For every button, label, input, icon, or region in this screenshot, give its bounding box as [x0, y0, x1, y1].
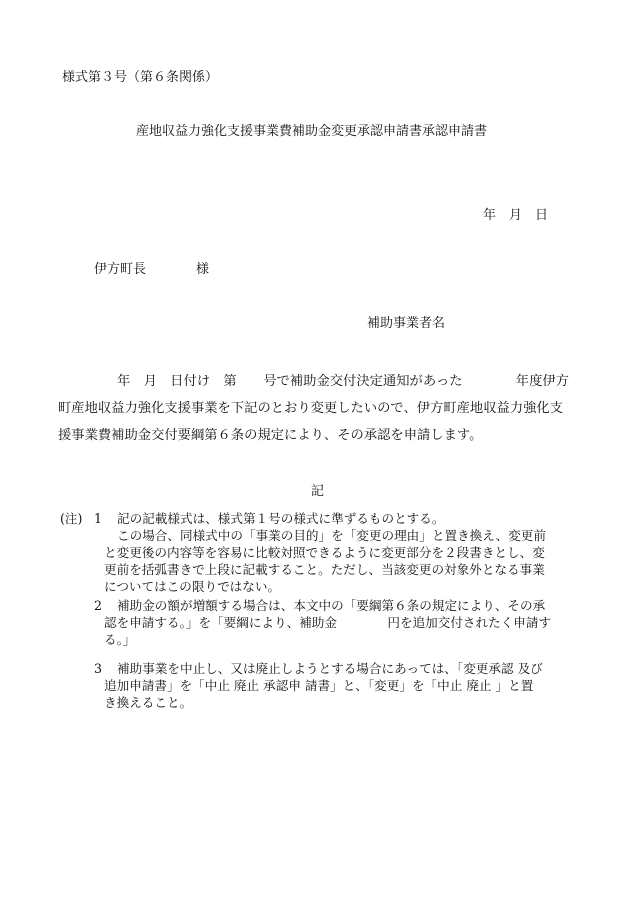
note-number: 2 [94, 598, 103, 613]
note-number: 3 [94, 661, 103, 676]
notes-prefix: (注) [60, 511, 83, 526]
note-line: についてはこの限りではない。 [104, 579, 281, 594]
ki-heading: 記 [311, 484, 325, 499]
addressee-honorific: 様 [196, 262, 210, 277]
note-line: と変更後の内容等を容易に比較対照できるように変更部分を２段書きとし、変 [104, 545, 545, 560]
note-line: 認を申請する。」を「要綱により、補助金 円を追加交付されたく申請す [104, 615, 552, 630]
body-line: 年 月 日付け 第 号で補助金交付決定通知があった 年度伊方 [117, 374, 569, 389]
note-line: 補助事業を中止し、又は廃止しようとする場合にあっては、「変更承認 及び [117, 661, 543, 676]
note-line: 追加申請書」を「中止 廃止 承認申 請書」と、「変更」を「中止 廃止 」と置 [104, 678, 534, 693]
note-number: 1 [94, 511, 103, 526]
note-line: 補助金の額が増額する場合は、本文中の「要綱第６条の規定により、その承 [117, 598, 546, 613]
body-line: 町産地収益力強化支援事業を下記のとおり変更したいので、伊方町産地収益力強化支 [58, 401, 564, 416]
form-number-label: 様式第３号（第６条関係） [62, 70, 219, 85]
note-line: 更前を括弧書きで上段に記載すること。ただし、当該変更の対象外となる事業 [104, 562, 545, 577]
date-line: 年 月 日 [483, 208, 549, 223]
note-line: この場合、同様式中の「事業の目的」を「変更の理由」と置き換え、変更前 [117, 528, 546, 543]
note-line: る。」 [104, 632, 136, 647]
note-line: 記の記載様式は、様式第１号の様式に準ずるものとする。 [117, 511, 445, 526]
document-title: 産地収益力強化支援事業費補助金変更承認申請書承認申請書 [136, 124, 488, 139]
applicant-label: 補助事業者名 [367, 316, 446, 331]
note-line: き換えること。 [104, 695, 193, 710]
addressee-name: 伊方町長 [94, 262, 147, 277]
body-line: 援事業費補助金交付要綱第６条の規定により、その承認を申請します。 [58, 428, 483, 443]
application-body [58, 368, 578, 449]
